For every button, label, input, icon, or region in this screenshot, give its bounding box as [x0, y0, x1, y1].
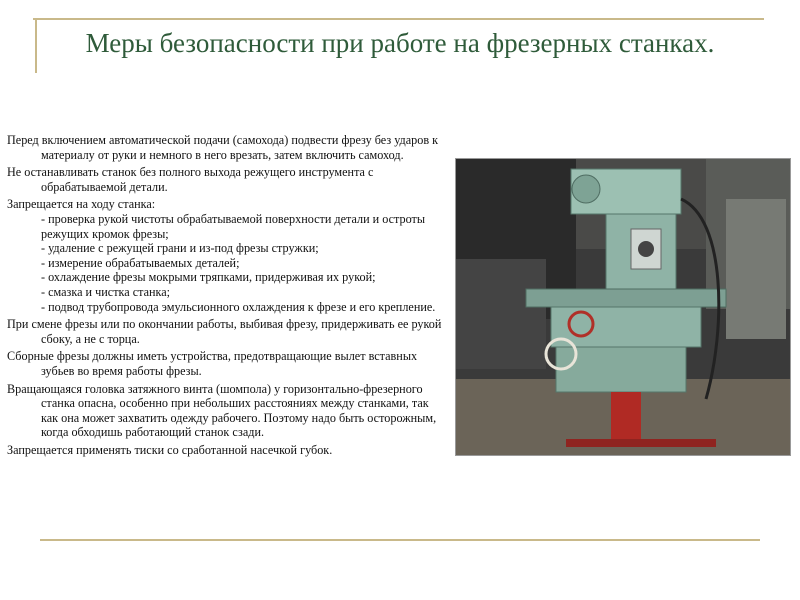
paragraph-stop-machine: Не останавливать станок без полного выхода режущего инструмента с обрабатываемой детали. [7, 165, 374, 194]
paragraph-prohibited-heading: Запрещается на ходу станка: [7, 197, 156, 212]
paragraph-cutter-change: При смене фрезы или по окончании работы, выбивая фрезу, придерживать ее рукой сбоку, а не с торца. [7, 317, 442, 346]
left-frame-line [35, 18, 37, 73]
prohibited-item: - подвод трубопровода эмульсионного охлаждения к фрезе и его крепление. [41, 299, 436, 314]
paragraph-auto-feed: Перед включением автоматической подачи (самохода) подвести фрезу без ударов к материалу от руки и немного в него врезать, затем включить самоход. [7, 133, 439, 162]
slide-title: Меры безопасности при работе на фрезерных станках. [85, 28, 715, 58]
milling-machine-photo [455, 158, 791, 456]
paragraph-vise: Запрещается применять тиски со сработанной насечкой губок. [7, 442, 333, 457]
prohibited-item: - проверка рукой чистоты обрабатываемой поверхности детали и остроты режущих кромок фрезы; [41, 211, 426, 241]
prohibited-item: - смазка и чистка станка; [41, 284, 171, 299]
paragraph-rotating-head: Вращающаяся головка затяжного винта (шомпола) у горизонтально-фрезерного станка опасна, особенно при небольших расстояниях между станками, так как она может захватить одежду рабочего. Поэтому надо быть осторожным, когда обходишь работающий станок сзади. [7, 381, 437, 440]
bottom-frame-line [40, 539, 760, 541]
prohibited-item: - измерение обрабатываемых деталей; [41, 255, 240, 270]
prohibited-item: - удаление с режущей грани и из-под фрезы стружки; [41, 241, 319, 256]
paragraph-assembled-cutters: Сборные фрезы должны иметь устройства, предотвращающие вылет вставных зубьев во время работы фрезы. [7, 349, 418, 378]
slide-body [7, 133, 445, 460]
prohibited-item: - охлаждение фрезы мокрыми тряпками, придерживая их рукой; [41, 270, 376, 285]
